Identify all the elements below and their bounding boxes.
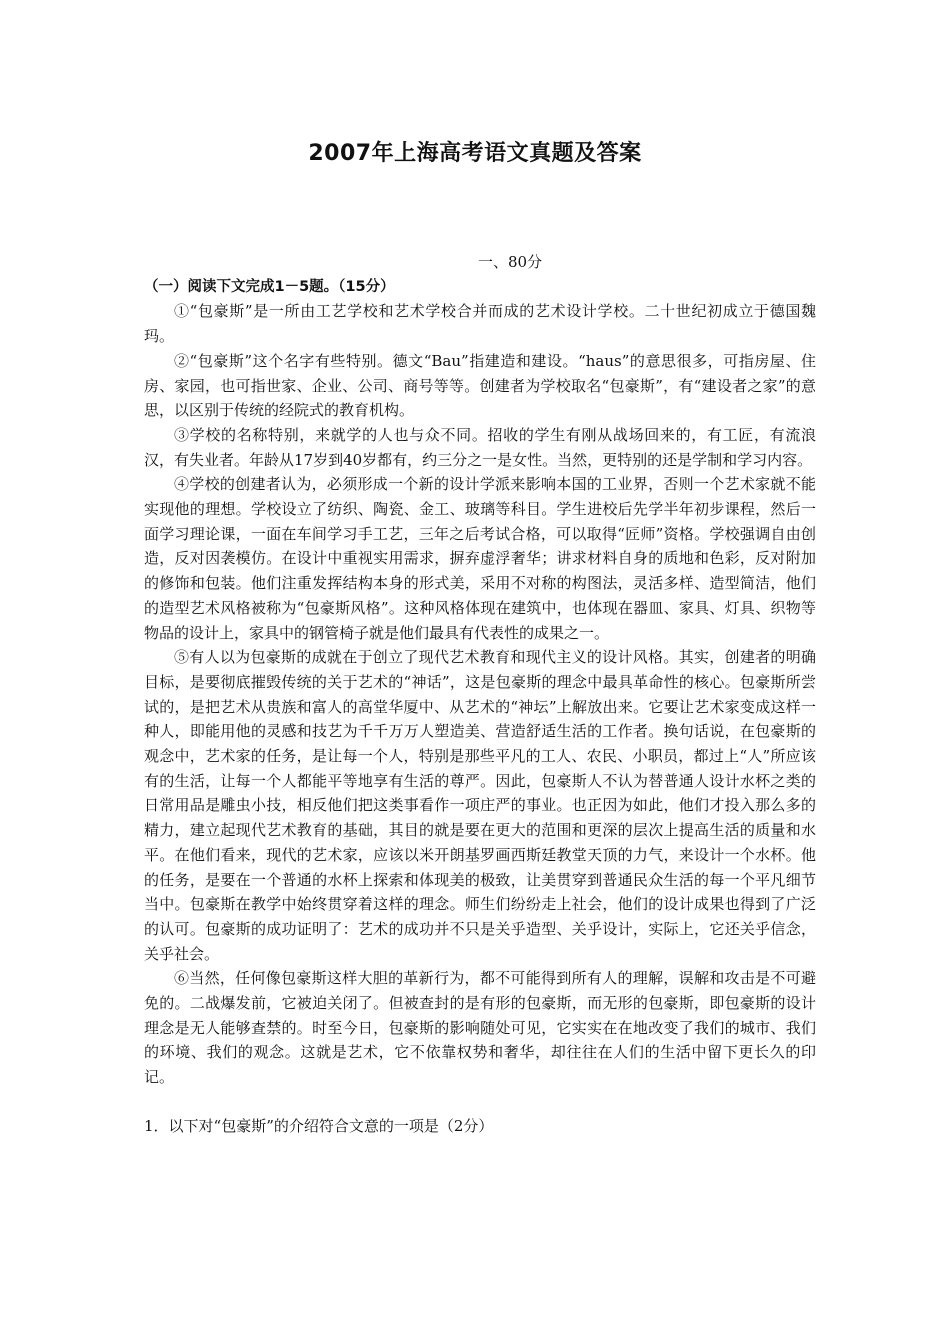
paragraph-6: ⑥当然，任何像包豪斯这样大胆的革新行为，都不可能得到所有人的理解，误解和攻击是不可避免的。二战爆发前，它被迫关闭了。但被查封的是有形的包豪斯，而无形的包豪斯，即包豪斯的设计理念是无人能够查禁的。时至今日，包豪斯的影响随处可见，它实实在在地改变了我们的城市、我们的环境、我们的观念。这就是艺术，它不依靠权势和奢华，却往往在人们的生活中留下更长久的印记。	[144, 969, 816, 1087]
paragraph-4: ④学校的创建者认为，必须形成一个新的设计学派来影响本国的工业界，否则一个艺术家就不能实现他的理想。学校设立了纺织、陶瓷、金工、玻璃等科目。学生进校后先学半年初步课程，然后一面学习理论课，一面在车间学习手工艺，三年之后考试合格，可以取得“匠师”资格。学校强调自由创造，反对因袭模仿。在设计中重视实用需求，摒弃虚浮奢华；讲求材料自身的质地和色彩，反对附加的修饰和包装。他们注重发挥结构本身的形式美，采用不对称的构图法，灵活多样、造型简洁，他们的造型艺术风格被称为“包豪斯风格”。这种风格体现在建筑中，也体现在器皿、家具、灯具、织物等物品的设计上，家具中的钢管椅子就是他们最具有代表性的成果之一。	[144, 475, 816, 642]
paragraph-5: ⑤有人以为包豪斯的成就在于创立了现代艺术教育和现代主义的设计风格。其实，创建者的明确目标，是要彻底摧毁传统的关于艺术的“神话”，这是包豪斯的理念中最具革命性的核心。包豪斯所尝试的，是把艺术从贵族和富人的高堂华厦中、从艺术的“神坛”上解放出来。它要让艺术家变成这样一种人，即能用他的灵感和技艺为千千万万人塑造美、营造舒适生活的工作者。换句话说，在包豪斯的观念中，艺术家的任务，是让每一个人，特别是那些平凡的工人、农民、小职员，都过上“人”所应该有的生活，让每一个人都能平等地享有生活的尊严。因此，包豪斯人不认为替普通人设计水杯之类的日常用品是雕虫小技，相反他们把这类事看作一项庄严的事业。也正因为如此，他们才投入那么多的精力，建立起现代艺术教育的基础，其目的就是要在更大的范围和更深的层次上提高生活的质量和水平。在他们看来，现代的艺术家，应该以米开朗基罗画西斯廷教堂天顶的力气，来设计一个水杯。他的任务，是要在一个普通的水杯上探索和体现美的极致，让美贯穿到普通民众生活的每一个平凡细节当中。包豪斯在教学中始终贯穿着这样的理念。师生们纷纷走上社会，他们的设计成果也得到了广泛的认可。包豪斯的成功证明了：艺术的成功并不只是关乎造型、关乎设计，实际上，它还关乎信念，关乎社会。	[144, 648, 816, 963]
section-score: 一、80分	[477, 253, 543, 271]
question-1: 1．以下对“包豪斯”的介绍符合文意的一项是（2分）	[144, 1116, 494, 1135]
document-title: 2007年上海高考语文真题及答案	[308, 141, 642, 166]
section-heading: （一）阅读下文完成1－5题。（15分）	[144, 278, 395, 295]
document-body	[144, 250, 816, 1139]
paragraph-1: ①“包豪斯”是一所由工艺学校和艺术学校合并而成的艺术设计学校。二十世纪初成立于德国魏玛。	[144, 302, 816, 346]
paragraph-3: ③学校的名称特别，来就学的人也与众不同。招收的学生有刚从战场回来的，有工匠，有流浪汉，有失业者。年龄从17岁到40岁都有，约三分之一是女性。当然，更特别的还是学制和学习内容。	[144, 425, 816, 469]
paragraph-2: ②“包豪斯”这个名字有些特别。德文“Bau”指建造和建设。“haus”的意思很多，可指房屋、住房、家园，也可指世家、企业、公司、商号等等。创建者为学校取名“包豪斯”，有“建设者之家”的意思，以区别于传统的经院式的教育机构。	[144, 351, 816, 420]
